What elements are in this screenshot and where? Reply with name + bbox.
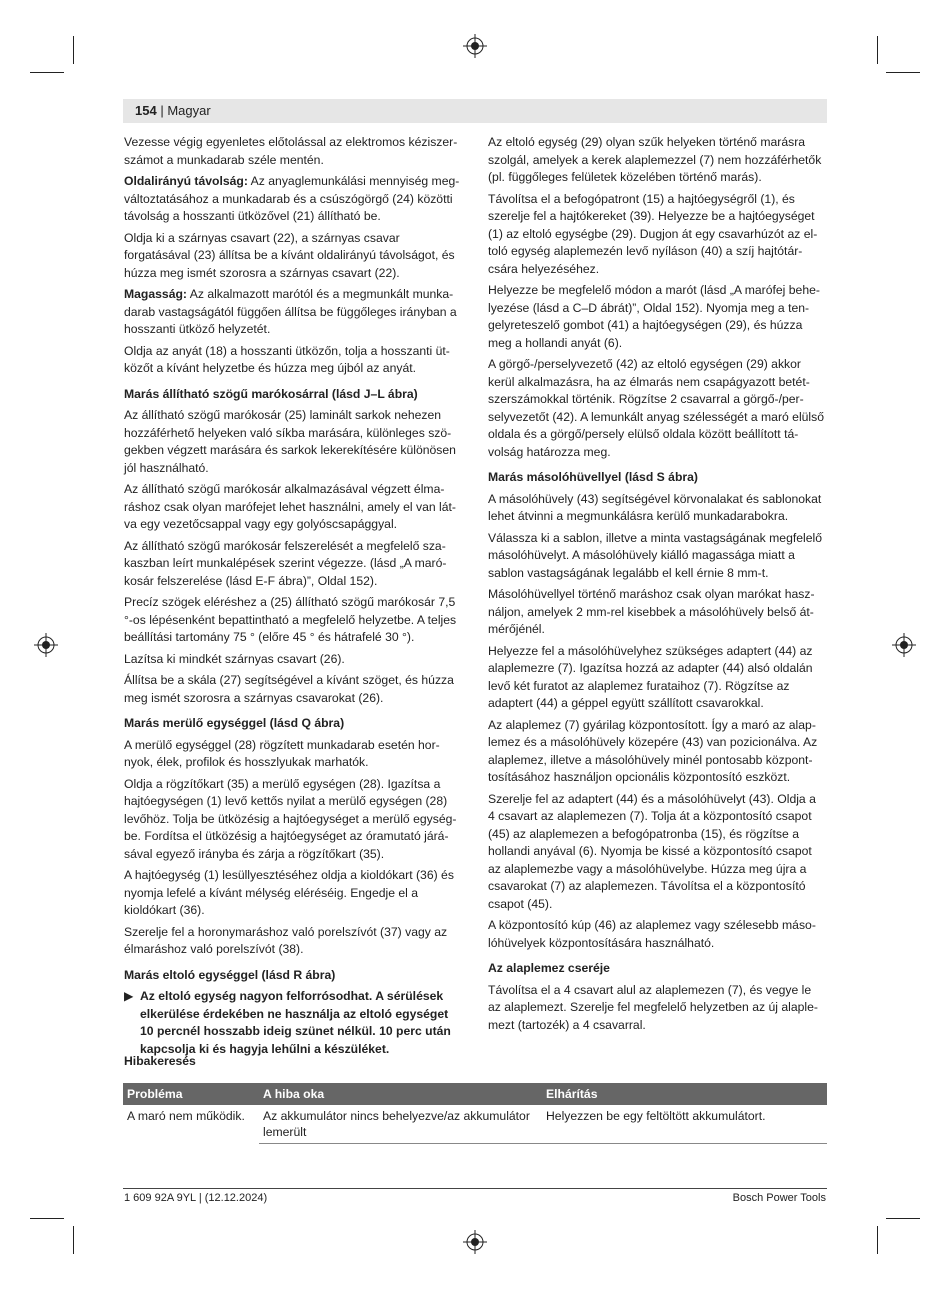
section-heading: Az alaplemez cseréje xyxy=(488,961,610,975)
paragraph-text: Az állítható szögű marókosár (25) laminált sarkok nehezen hozzáférhető helyeken való síkba marására, különleges szögekben végzett marására és sarkok lekerekítésére különösen jól használható. xyxy=(124,408,456,475)
troubleshooting-table xyxy=(123,1083,827,1144)
table-row xyxy=(123,1105,827,1144)
section-heading: Marás eltoló egységgel (lásd R ábra) xyxy=(124,967,336,982)
paragraph xyxy=(488,982,825,1035)
paragraph xyxy=(124,672,461,707)
paragraph-text: Szerelje fel az adaptert (44) és a másolóhüvelyt (43). Oldja a 4 csavart az alaplemezen (7). Tolja át a központosító csapot (45) az alaplemezen a befogópatronba (15), és rögzítse a hollandi anyával (6). Nyomja be kissé a központosító csapot az alaplemezbe vagy a másolóhüvelybe. Húzza meg újra a csavarokat (7) az alaplemezen. Távolítsa el a központosító csapot (45). xyxy=(488,791,816,911)
table-cell: A maró nem működik. xyxy=(127,1109,245,1123)
registration-mark-icon xyxy=(892,633,916,657)
paragraph xyxy=(124,286,461,339)
paragraph-text: Másolóhüvellyel történő maráshoz csak olyan marókat használjon, amelyek 2 mm-rel kisebbek a másolóhüvely belső átmérőjénél. xyxy=(488,587,815,636)
page-header: 154 | Magyar xyxy=(135,103,211,118)
paragraph-text: A másolóhüvely (43) segítségével körvonalakat és sablonokat lehet átvinni a megmunkálásra kerülő munkadarabokra. xyxy=(488,491,822,523)
table-header: Elhárítás xyxy=(542,1083,827,1105)
crop-mark xyxy=(73,1226,74,1254)
paragraph xyxy=(124,230,461,283)
paragraph-text: Állítsa be a skála (27) segítségével a kívánt szöget, és húzza meg ismét szorosra a szárnyas csavarokat (26). xyxy=(124,673,454,705)
bullet-triangle-icon: ▶ xyxy=(124,989,134,1003)
paragraph xyxy=(488,917,825,952)
left-column xyxy=(124,134,461,1062)
paragraph-text: Vezesse végig egyenletes előtolással az elektromos kéziszerszámot a munkadarab széle mentén. xyxy=(124,135,458,167)
paragraph-text: Az állítható szögű marókosár felszerelését a megfelelő szakaszban leírt munkalépések szerint végezze. (lásd „A marókosár felszerelése (lásd E-F ábra)”, Oldal 152). xyxy=(124,538,447,588)
paragraph-text: A központosító kúp (46) az alaplemez vagy szélesebb másolóhüvelyek központosítására használható. xyxy=(488,918,816,950)
paragraph-text: Szerelje fel a horonymaráshoz való porelszívót (37) vagy az élmaráshoz való porelszívót (38). xyxy=(124,924,448,956)
paragraph xyxy=(488,356,825,461)
paragraph xyxy=(124,538,461,591)
paragraph xyxy=(124,481,461,534)
warning-note xyxy=(124,988,461,1058)
paragraph-text: Távolítsa el a 4 csavart alul az alaplemezen (7), és vegye le az alaplemezt. Szerelje fel megfelelő helyzetben az új alaplemezt (tartozék) a 4 csavarral. xyxy=(488,982,818,1032)
section-heading: Marás állítható szögű marókosárral (lásd J–L ábra) xyxy=(124,386,418,401)
paragraph-lead: Oldalirányú távolság: xyxy=(124,174,248,188)
paragraph-text: Távolítsa el a befogópatront (15) a hajtóegységről (1), és szerelje fel a hajtókereket (39). Helyezze be a hajtóegységet (1) az eltoló egységbe (29). Dugjon át egy csavarhúzót az eltoló egység alaplemezén levő nyíláson (40) a szíj hajtótárcsára helyezéséhez. xyxy=(488,191,818,276)
paragraph-text: A hajtóegység (1) lesüllyesztéséhez oldja a kioldókart (36) és nyomja lefelé a kívánt mélység eléréséig. Engedje el a kioldókart (36). xyxy=(124,868,454,917)
paragraph-text: Az anyaglemunkálási mennyiség megváltoztatásához a munkadarab és a csúszógörgő (24) közötti távolság a hosszanti ütközővel (21) állítható be. xyxy=(124,174,460,223)
crop-mark xyxy=(886,1218,920,1219)
table-cell: Helyezzen be egy feltöltött akkumulátort. xyxy=(542,1105,827,1144)
paragraph-text: A görgő-/perselyvezető (42) az eltoló egységen (29) akkor kerül alkalmazásra, ha az élmarás nem csapágyazott betétszerszámokkal történik. Rögzítse 2 csavarral a görgő-/perselyvezetőt (42). A lemunkált anyag szélességét a maró elülső oldala és a görgő/persely elülső oldala között beállított távolság határozza meg. xyxy=(488,357,825,459)
registration-mark-icon xyxy=(463,34,487,58)
section-heading: Marás másolóhüvellyel (lásd S ábra) xyxy=(488,470,698,484)
paragraph-lead: Magasság: xyxy=(124,287,187,301)
paragraph xyxy=(488,717,825,787)
page-number: 154 xyxy=(135,103,157,118)
table-cell: Az akkumulátor nincs behelyezve/az akkumulátor lemerült xyxy=(259,1105,542,1144)
table-header: A hiba oka xyxy=(259,1083,542,1105)
paragraph xyxy=(124,776,461,864)
registration-mark-icon xyxy=(463,1230,487,1254)
paragraph xyxy=(124,407,461,477)
paragraph xyxy=(488,643,825,713)
paragraph-text: Az alkalmazott marótól és a megmunkált munkadarab vastagságától függően állítsa be függőleges irányban a hosszanti ütköző helyzetét. xyxy=(124,287,457,336)
crop-mark xyxy=(30,1218,64,1219)
crop-mark xyxy=(73,36,74,64)
paragraph xyxy=(488,791,825,914)
crop-mark xyxy=(886,72,920,73)
paragraph xyxy=(488,282,825,352)
paragraph-text: Az eltoló egység (29) olyan szűk helyeken történő marásra szolgál, amelyek a kerek alaplemezzel (7) nem hozzáférhetők (pl. függőleges felületek közelében történő marás). xyxy=(488,135,822,184)
registration-mark-icon xyxy=(34,633,58,657)
header-bar xyxy=(123,99,827,123)
paragraph xyxy=(124,651,461,669)
paragraph-text: Oldja a rögzítőkart (35) a merülő egységen (28). Igazítsa a hajtóegységen (1) levő kettős nyilat a merülő egységen (28) levőhöz. Tolja be ütközésig a hajtóegységet a merülő egységbe. Fordítsa el ütközésig a hajtóegységet az óramutató járásával egyező irányba és zárja a rögzítőkart (35). xyxy=(124,776,457,861)
crop-mark xyxy=(877,1226,878,1254)
paragraph-text: Helyezze fel a másolóhüvelyhez szükséges adaptert (44) az alaplemezre (7). Igazítsa hozzá az adapter (44) alsó oldalán levő két furatot az alaplemez furataihoz (7). Rögzítse az adaptert (44) a géppel együtt szállított csavarokkal. xyxy=(488,643,813,710)
warning-text: Az eltoló egység nagyon felforrósodhat. A sérülések elkerülése érdekében ne használja az eltoló egységet 10 percnél hosszabb ideig szünet nélkül. 10 perc után kapcsolja ki és hagyja lehűlni a készüléket. xyxy=(140,989,451,1056)
page-language: Magyar xyxy=(167,103,211,118)
paragraph xyxy=(124,173,461,226)
table-header: Probléma xyxy=(123,1083,259,1105)
paragraph-text: Helyezze be megfelelő módon a marót (lásd „A marófej behelyezése (lásd a C–D ábrát)”, Oldal 152). Nyomja meg a tengelyreteszelő gombot (41) a hajtóegységen (29), és húzza meg a hollandi anyát (6). xyxy=(488,283,820,350)
paragraph xyxy=(124,134,461,169)
paragraph xyxy=(488,530,825,583)
crop-mark xyxy=(30,72,64,73)
document-code: 1 609 92A 9YL | (12.12.2024) xyxy=(124,1192,268,1204)
paragraph xyxy=(488,586,825,639)
paragraph xyxy=(124,343,461,378)
section-heading-troubleshooting: Hibakeresés xyxy=(124,1054,196,1068)
paragraph-text: Oldja az anyát (18) a hosszanti ütközőn, tolja a hosszanti ütközőt a kívánt helyzetbe és húzza meg újból az anyát. xyxy=(124,343,450,375)
paragraph xyxy=(124,867,461,920)
footer-rule xyxy=(123,1188,827,1189)
paragraph-text: Válassza ki a sablon, illetve a minta vastagságának megfelelő másolóhüvelyt. A másolóhüvely kiálló magassága miatt a sablon vastagságának legalább el kell érnie 8 mm-t. xyxy=(488,530,822,580)
paragraph xyxy=(488,134,825,187)
paragraph xyxy=(124,924,461,959)
right-column xyxy=(488,134,825,1038)
section-heading: Marás merülő egységgel (lásd Q ábra) xyxy=(124,716,345,730)
paragraph xyxy=(488,191,825,279)
brand-name: Bosch Power Tools xyxy=(732,1192,826,1204)
paragraph xyxy=(124,737,461,772)
paragraph xyxy=(488,491,825,526)
paragraph-text: Az állítható szögű marókosár alkalmazásával végzett élmaráshoz csak olyan marófejet lehet használni, amely el van látva egy vezetőcsappal vagy egy golyóscsapággyal. xyxy=(124,482,456,531)
paragraph-text: Lazítsa ki mindkét szárnyas csavart (26). xyxy=(124,651,345,666)
paragraph-text: A merülő egységgel (28) rögzített munkadarab esetén hornyok, élek, profilok és hosszlyukak marhatók. xyxy=(124,737,440,769)
paragraph-text: Oldja ki a szárnyas csavart (22), a szárnyas csavar forgatásával (23) állítsa be a kívánt oldalirányú távolságot, és húzza meg ismét szorosra a szárnyas csavart (22). xyxy=(124,230,455,280)
paragraph xyxy=(124,594,461,647)
paragraph-text: Az alaplemez (7) gyárilag központosított. Így a maró az alaplemez és a másolóhüvely közepére (43) van pozicionálva. Az alaplemez, illetve a másolóhüvely minél pontosabb központtosításához használjon opcionális központosító eszközt. xyxy=(488,717,818,784)
paragraph-text: Precíz szögek eléréshez a (25) állítható szögű marókosár 7,5 °-os lépésenként bepattintható a megfelelő helyzetbe. A teljes beállítási tartomány 75 ° (előre 45 ° és hátrafelé 30 °). xyxy=(124,595,457,644)
crop-mark xyxy=(877,36,878,64)
